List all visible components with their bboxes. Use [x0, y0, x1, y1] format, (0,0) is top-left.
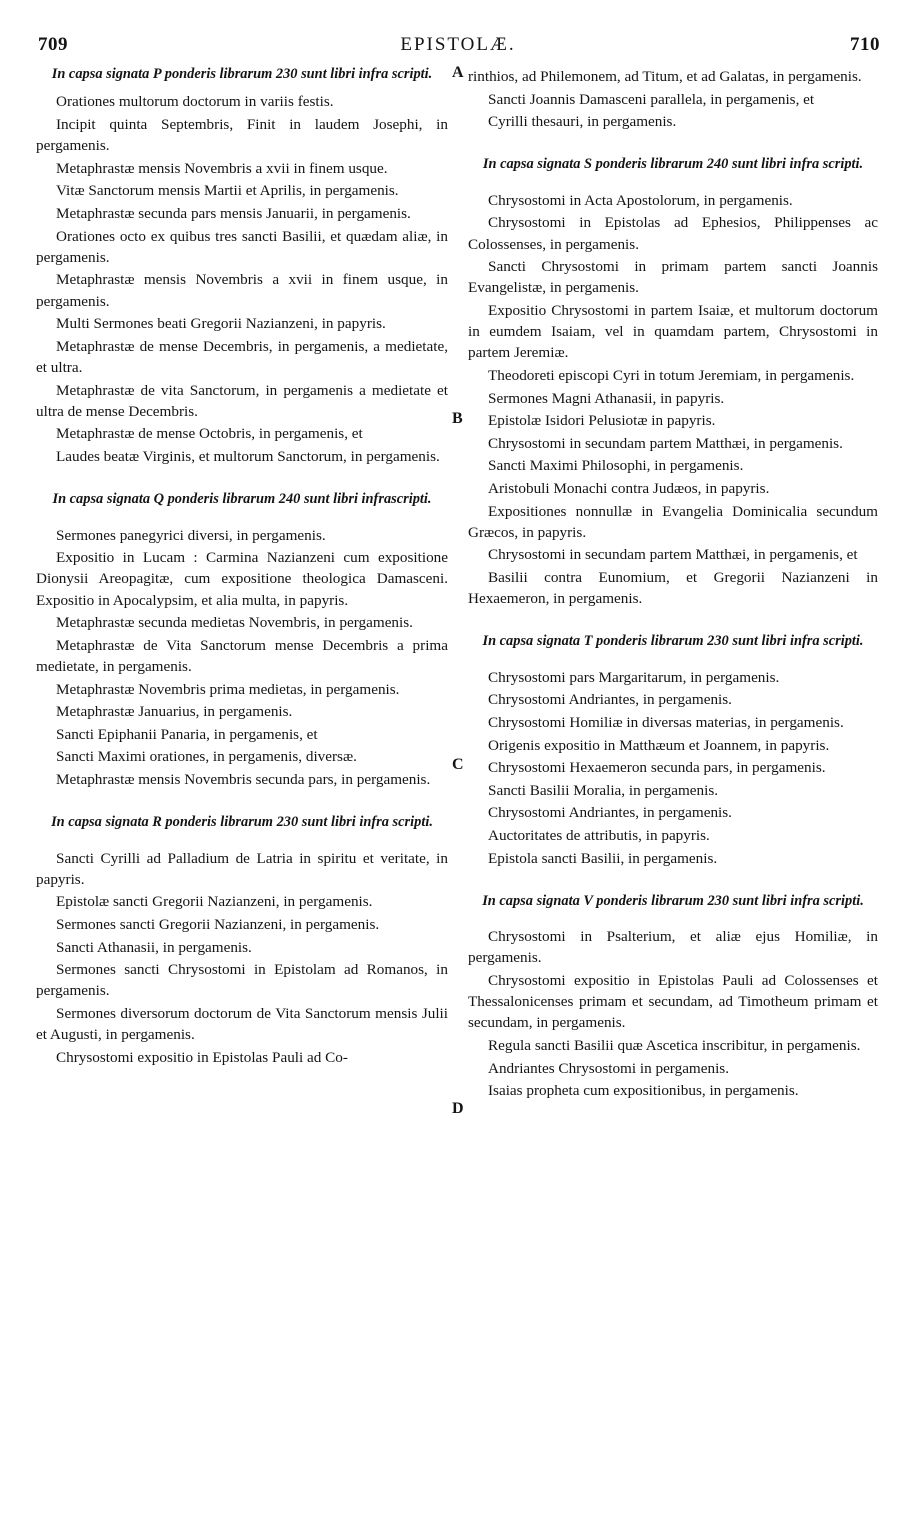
catalog-entry: Orationes multorum doctorum in variis festis.	[56, 93, 334, 111]
catalog-entry: Sermones Magni Athanasii, in papyris.	[488, 389, 725, 407]
catalog-entry: Sermones diversorum doctorum de Vita Sanctorum mensis Julii et Augusti, in pergamenis.	[36, 1004, 448, 1044]
margin-letter-d: D	[452, 1100, 464, 1117]
catalog-entry: Chrysostomi Homiliæ in diversas materias, in pergamenis.	[488, 713, 844, 731]
catalog-entry: Chrysostomi expositio in Epistolas Pauli ad Co-	[56, 1048, 348, 1066]
margin-letter-a: A	[452, 64, 464, 81]
catalog-entry: Metaphrastæ de vita Sanctorum, in pergamenis a medietate et ultra de mense Decembris.	[36, 381, 448, 420]
catalog-entry: Expositiones nonnullæ in Evangelia Dominicalia secundum Græcos, in papyris.	[468, 502, 878, 541]
capsa-heading: In capsa signata P ponderis librarum 230 sunt libri infra scripti.	[51, 66, 433, 82]
catalog-entry: Sancti Basilii Moralia, in pergamenis.	[488, 781, 719, 799]
capsa-heading: In capsa signata R ponderis librarum 230 sunt libri infra scripti.	[51, 814, 433, 831]
right-column	[468, 66, 878, 1103]
catalog-entry: Origenis expositio in Matthæum et Joannem, in papyris.	[488, 736, 830, 754]
catalog-entry: Epistola sancti Basilii, in pergamenis.	[488, 849, 718, 867]
catalog-entry: Laudes beatæ Virginis, et multorum Sanctorum, in pergamenis.	[56, 447, 440, 465]
catalog-entry: Epistolæ Isidori Pelusiotæ in papyris.	[488, 412, 716, 430]
catalog-entry: Metaphrastæ mensis Novembris a xvii in finem usque, in pergamenis.	[36, 271, 448, 310]
capsa-heading: In capsa signata V ponderis librarum 230 sunt libri infra scripti.	[482, 892, 864, 909]
right-page-number: 710	[850, 34, 880, 55]
catalog-entry: Chrysostomi pars Margaritarum, in pergamenis.	[488, 668, 780, 686]
catalog-entry: Chrysostomi in secundam partem Matthæi, in pergamenis.	[488, 434, 843, 452]
catalog-entry: Metaphrastæ secunda medietas Novembris, in pergamenis.	[56, 614, 413, 632]
catalog-entry: Cyrilli thesauri, in pergamenis.	[488, 113, 677, 131]
catalog-entry: Sermones sancti Chrysostomi in Epistolam ad Romanos, in pergamenis.	[36, 961, 448, 1000]
catalog-entry: Chrysostomi in Psalterium, et aliæ ejus Homiliæ, in pergamenis.	[468, 928, 878, 967]
catalog-entry: Sancti Joannis Damasceni parallela, in pergamenis, et	[488, 90, 815, 108]
catalog-entry: Incipit quinta Septembris, Finit in laudem Josephi, in pergamenis.	[36, 116, 448, 155]
catalog-entry: Sancti Maximi Philosophi, in pergamenis.	[488, 457, 744, 475]
catalog-entry: Sermones sancti Gregorii Nazianzeni, in pergamenis.	[56, 915, 380, 933]
catalog-entry: Metaphrastæ mensis Novembris a xvii in finem usque.	[56, 159, 388, 177]
catalog-entry: Metaphrastæ Januarius, in pergamenis.	[56, 703, 293, 721]
catalog-entry: Multi Sermones beati Gregorii Nazianzeni, in papyris.	[56, 315, 386, 333]
catalog-entry: Orationes octo ex quibus tres sancti Basilii, et quædam aliæ, in pergamenis.	[36, 227, 448, 266]
catalog-entry: Auctoritates de attributis, in papyris.	[488, 826, 710, 844]
catalog-entry: Chrysostomi Hexaemeron secunda pars, in pergamenis.	[488, 759, 826, 777]
catalog-entry: Chrysostomi Andriantes, in pergamenis.	[488, 804, 732, 822]
margin-letter-c: C	[452, 756, 464, 773]
margin-letter-b: B	[452, 410, 463, 427]
catalog-entry: Chrysostomi in Acta Apostolorum, in pergamenis.	[488, 191, 793, 209]
catalog-entry: Chrysostomi expositio in Epistolas Pauli ad Colossenses et Thessalonicenses primam et secundam, ad Timotheum primam et secundam, in pergamenis.	[468, 971, 878, 1032]
catalog-entry: Sancti Cyrilli ad Palladium de Latria in spiritu et veritate, in papyris.	[36, 849, 448, 888]
running-head	[0, 34, 916, 64]
catalog-entry: Chrysostomi in Epistolas ad Ephesios, Philippenses ac Colossenses, in pergamenis.	[468, 214, 878, 253]
catalog-entry: Chrysostomi in secundam partem Matthæi, in pergamenis, et	[488, 546, 858, 564]
catalog-entry: Aristobuli Monachi contra Judæos, in papyris.	[488, 479, 770, 497]
catalog-entry: Expositio Chrysostomi in partem Isaiæ, et multorum doctorum in eumdem Isaiam, vel in quamdam partem, Chrysostomi in partem Jeremiæ.	[468, 301, 878, 362]
catalog-entry: Epistolæ sancti Gregorii Nazianzeni, in pergamenis.	[56, 893, 373, 911]
catalog-entry-continued: rinthios, ad Philemonem, ad Titum, et ad Galatas, in pergamenis.	[468, 68, 862, 85]
left-page-number: 709	[38, 34, 68, 55]
catalog-entry: Theodoreti episcopi Cyri in totum Jeremiam, in pergamenis.	[488, 366, 855, 384]
catalog-entry: Metaphrastæ de mense Octobris, in pergamenis, et	[56, 425, 363, 443]
capsa-heading: In capsa signata Q ponderis librarum 240 sunt libri infrascripti.	[52, 491, 432, 508]
catalog-entry: Sancti Chrysostomi in primam partem sancti Joannis Evangelistæ, in pergamenis.	[468, 258, 878, 297]
catalog-entry: Expositio in Lucam : Carmina Nazianzeni cum expositione Dionysii Areopagitæ, cum expositione theologica Damasceni. Expositio in Apocalypsim, et alia multa, in papyris.	[36, 549, 448, 609]
catalog-entry: Vitæ Sanctorum mensis Martii et Aprilis, in pergamenis.	[56, 182, 399, 200]
catalog-entry: Metaphrastæ de Vita Sanctorum mense Decembris a prima medietate, in pergamenis.	[36, 636, 448, 675]
catalog-entry: Sancti Athanasii, in pergamenis.	[56, 938, 252, 956]
catalog-entry: Isaias propheta cum expositionibus, in pergamenis.	[488, 1082, 799, 1100]
catalog-entry: Metaphrastæ mensis Novembris secunda pars, in pergamenis.	[56, 770, 431, 788]
catalog-entry: Metaphrastæ Novembris prima medietas, in pergamenis.	[56, 680, 400, 698]
catalog-entry: Regula sancti Basilii quæ Ascetica inscribitur, in pergamenis.	[488, 1036, 861, 1054]
catalog-entry: Sermones panegyrici diversi, in pergamenis.	[56, 526, 326, 544]
capsa-heading: In capsa signata S ponderis librarum 240 sunt libri infra scripti.	[482, 156, 864, 173]
capsa-heading: In capsa signata T ponderis librarum 230 sunt libri infra scripti.	[482, 633, 864, 650]
running-title: EPISTOLÆ.	[400, 34, 516, 55]
catalog-entry: Basilii contra Eunomium, et Gregorii Nazianzeni in Hexaemeron, in pergamenis.	[468, 568, 878, 608]
catalog-entry: Chrysostomi Andriantes, in pergamenis.	[488, 691, 732, 709]
catalog-entry: Sancti Maximi orationes, in pergamenis, diversæ.	[56, 748, 357, 766]
catalog-entry: Sancti Epiphanii Panaria, in pergamenis, et	[56, 725, 318, 743]
catalog-entry: Andriantes Chrysostomi in pergamenis.	[488, 1059, 730, 1077]
left-column	[36, 66, 448, 1069]
catalog-entry: Metaphrastæ secunda pars mensis Januarii, in pergamenis.	[56, 204, 411, 222]
catalog-entry: Metaphrastæ de mense Decembris, in pergamenis, a medietate, et ultra.	[36, 337, 448, 376]
